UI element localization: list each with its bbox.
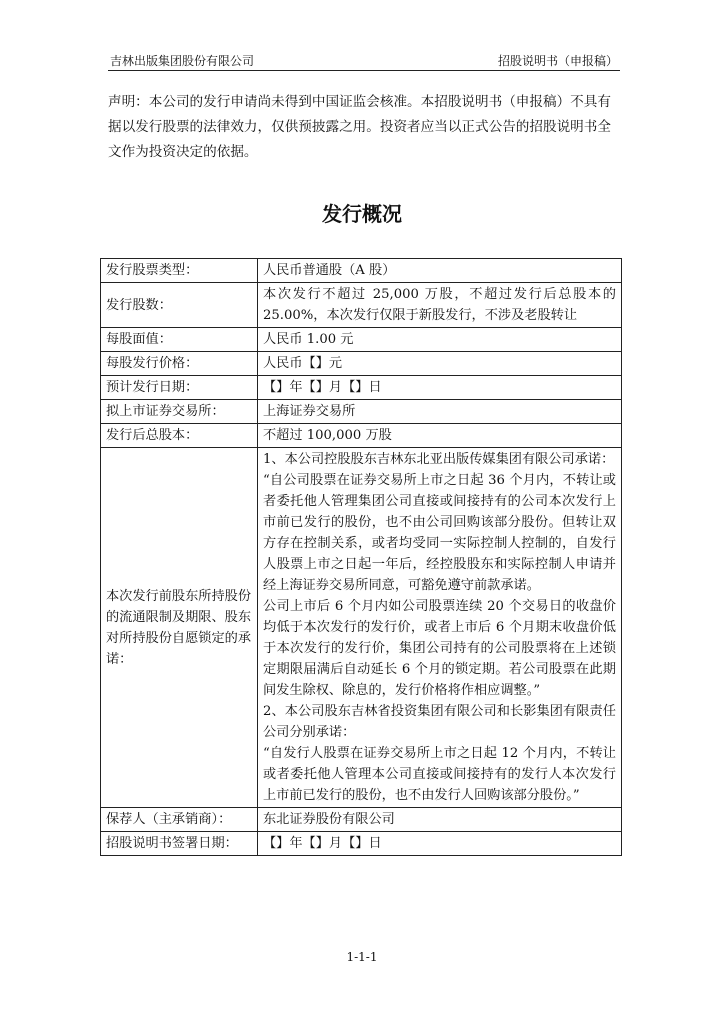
table-row: [101, 352, 622, 376]
lockup-paragraph: 1、本公司控股股东吉林东北亚出版传媒集团有限公司承诺：: [263, 452, 615, 467]
header-doc-type: 招股说明书（申报稿）: [497, 54, 618, 68]
page-header: [108, 50, 620, 71]
row-label: 拟上市证券交易所：: [101, 400, 258, 424]
table-row: [101, 328, 622, 352]
table-row: [101, 283, 622, 328]
row-label: 招股说明书签署日期：: [101, 832, 258, 856]
row-label: 发行股数：: [101, 283, 258, 328]
row-value: 人民币 1.00 元: [258, 328, 622, 352]
row-value: 东北证券股份有限公司: [258, 808, 622, 832]
row-value: 【】年【】月【】日: [258, 376, 622, 400]
row-label: 发行股票类型：: [101, 259, 258, 283]
lockup-paragraph: “自公司股票在证券交易所上市之日起 36 个月内，不转让或者委托他人管理集团公司直接或间接持有的公司本次发行上市前已发行的股份，也不由公司回购该部分股份。但转让双方存在控制关系，或者均受同一实际控制人控制的，自发行人股票上市之日起一年后，经控股股东和实际控制人申请并经上海证券交易所同意，可豁免遵守前款承诺。: [263, 473, 616, 593]
row-value: 【】年【】月【】日: [258, 832, 622, 856]
table-row-lockup: [101, 448, 622, 808]
lockup-paragraph: “自发行人股票在证券交易所上市之日起 12 个月内，不转让或者委托他人管理本公司直接或间接持有的发行人本次发行上市前已发行的股份，也不由发行人回购该部分股份。”: [263, 746, 616, 803]
table-row: [101, 376, 622, 400]
offering-summary-table: [100, 258, 622, 856]
lockup-label: 本次发行前股东所持股份的流通限制及期限、股东对所持股份自愿锁定的承诺：: [101, 448, 258, 808]
row-value: 不超过 100,000 万股: [258, 424, 622, 448]
table-row: [101, 424, 622, 448]
row-value: 本次发行不超过 25,000 万股，不超过发行后总股本的 25.00%，本次发行仅限于新股发行，不涉及老股转让: [258, 283, 622, 328]
header-company: 吉林出版集团股份有限公司: [110, 54, 255, 68]
lockup-paragraph: 公司上市后 6 个月内如公司股票连续 20 个交易日的收盘价均低于本次发行的发行价，或者上市后 6 个月期末收盘价低于本次发行的发行价，集团公司持有的公司股票将在上述锁定期限届满后自动延长 6 个月的锁定期。若公司股票在此期间发生除权、除息的，发行价格将作相应调整。”: [263, 599, 616, 698]
row-label: 预计发行日期：: [101, 376, 258, 400]
row-value: 人民币普通股（A 股）: [258, 259, 622, 283]
row-label: 保荐人（主承销商）：: [101, 808, 258, 832]
table-row: [101, 400, 622, 424]
row-label: 每股发行价格：: [101, 352, 258, 376]
row-label: 发行后总股本：: [101, 424, 258, 448]
lockup-commitments: [258, 448, 622, 808]
table-row: [101, 259, 622, 283]
row-label: 每股面值：: [101, 328, 258, 352]
row-value: 上海证券交易所: [258, 400, 622, 424]
table-row: [101, 832, 622, 856]
row-value: 人民币【】元: [258, 352, 622, 376]
lockup-paragraph: 2、本公司股东吉林省投资集团有限公司和长影集团有限责任公司分别承诺：: [263, 704, 616, 740]
page-title: 发行概况: [322, 202, 402, 226]
table-row: [101, 808, 622, 832]
page-number: 1-1-1: [346, 950, 378, 964]
disclaimer-statement: 声明：本公司的发行申请尚未得到中国证监会核准。本招股说明书（申报稿）不具有据以发行股票的法律效力，仅供预披露之用。投资者应当以正式公告的招股说明书全文作为投资决定的依据。: [108, 94, 611, 160]
